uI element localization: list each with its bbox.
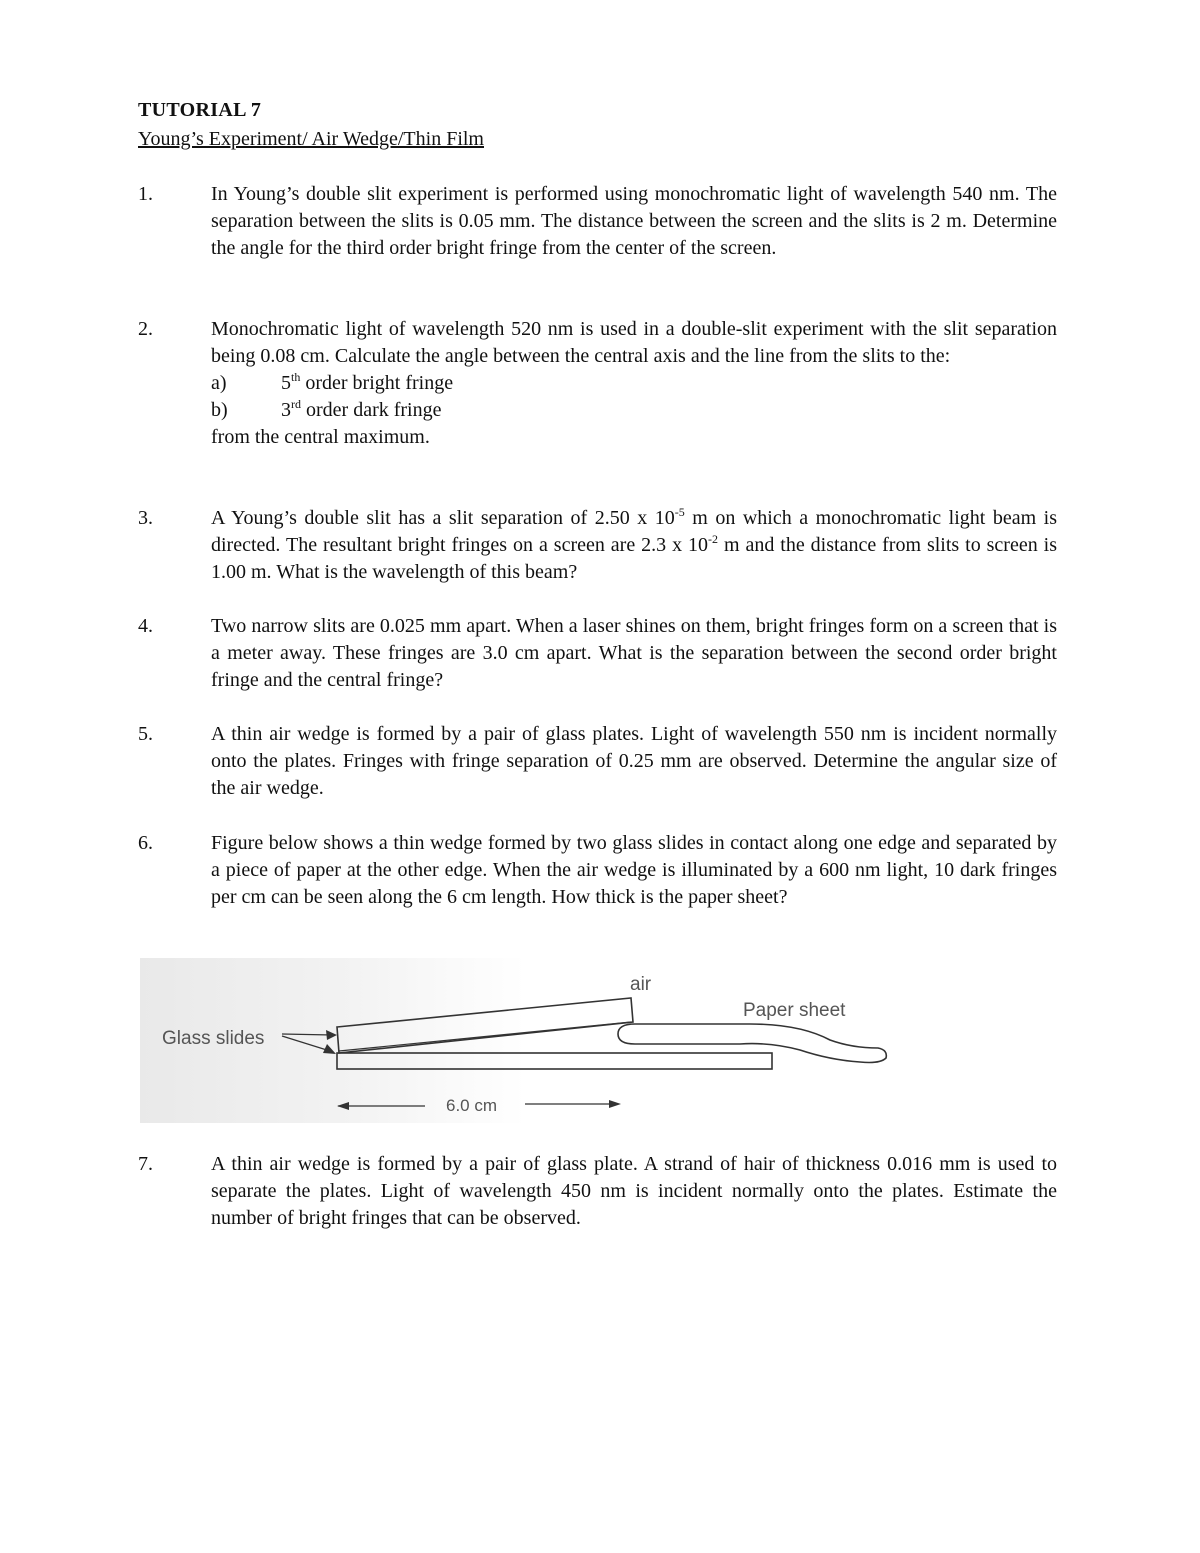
air-wedge-figure	[140, 958, 910, 1123]
air-label: air	[630, 974, 652, 995]
sub-question-a	[211, 370, 1057, 397]
ordinal-suffix: rd	[291, 397, 301, 411]
ordinal-number: 3	[281, 399, 291, 421]
question-number: 7.	[138, 1153, 153, 1175]
question-text	[211, 316, 1057, 451]
page-subtitle: Young’s Experiment/ Air Wedge/Thin Film	[138, 128, 484, 150]
question-number: 3.	[138, 507, 153, 529]
ordinal-number: 5	[281, 372, 291, 394]
text-segment: m and the distance from slits to screen is 1.00 m. What is the wavelength of this beam?	[211, 534, 1057, 583]
question-text	[211, 830, 1057, 911]
exponent: -5	[674, 505, 685, 519]
question-paragraph: Figure below shows a thin wedge formed by two glass slides in contact along one edge and separated by a piece of paper at the other edge. When the air wedge is illuminated by a 600 nm light, 10 dark fringes per cm can be seen along the 6 cm length. How thick is the paper sheet?	[211, 832, 1057, 908]
question-number: 4.	[138, 615, 153, 637]
question-text	[211, 181, 1057, 262]
sub-question-b	[211, 397, 1057, 424]
question-text	[211, 1151, 1057, 1232]
text-segment: A Young’s double slit has a slit separation of 2.50 x 10	[211, 507, 675, 529]
question-number: 2.	[138, 318, 153, 340]
glass-slides-label: Glass slides	[162, 1028, 265, 1049]
question-paragraph: A thin air wedge is formed by a pair of glass plates. Light of wavelength 550 nm is incident normally onto the plates. Fringes with fringe separation of 0.25 mm are observed. Determine the angular size of the air wedge.	[211, 723, 1057, 799]
question-number: 1.	[138, 183, 153, 205]
sub-question-text	[281, 397, 442, 424]
question-text	[211, 613, 1057, 694]
question-paragraph: Two narrow slits are 0.025 mm apart. When a laser shines on them, bright fringes form on a screen that is a meter away. These fringes are 3.0 cm apart. What is the separation between the second order bright fringe and the central fringe?	[211, 615, 1057, 691]
question-text	[211, 505, 1057, 586]
ordinal-suffix: th	[291, 370, 301, 384]
sub-question-rest: order bright fringe	[300, 372, 454, 394]
sub-question-label: a)	[211, 372, 227, 394]
length-label: 6.0 cm	[446, 1096, 498, 1115]
question-paragraph: In Young’s double slit experiment is performed using monochromatic light of wavelength 540 nm. The separation between the slits is 0.05 mm. The distance between the screen and the slits is 2 m. Determine the angle for the third order bright fringe from the center of the screen.	[211, 183, 1057, 259]
sub-question-text	[281, 370, 453, 397]
page-title: TUTORIAL 7	[138, 99, 262, 121]
sub-question-label: b)	[211, 399, 228, 421]
question-number: 5.	[138, 723, 153, 745]
sub-question-rest: order dark fringe	[301, 399, 442, 421]
air-wedge-diagram	[140, 958, 910, 1123]
question-paragraph: Monochromatic light of wavelength 520 nm is used in a double-slit experiment with the slit separation being 0.08 cm. Calculate the angle between the central axis and the line from the slits to the:	[211, 318, 1057, 367]
question-number: 6.	[138, 832, 153, 854]
question-text	[211, 721, 1057, 802]
exponent: -2	[708, 532, 719, 546]
question-paragraph	[211, 505, 1057, 586]
text-segment: m on which a monochromatic light beam is directed. The resultant bright fringes on a screen are 2.3 x 10	[211, 507, 1057, 556]
question-tail: from the central maximum.	[211, 426, 430, 448]
paper-sheet-label: Paper sheet	[743, 1000, 846, 1021]
question-paragraph: A thin air wedge is formed by a pair of glass plate. A strand of hair of thickness 0.016 mm is used to separate the plates. Light of wavelength 450 nm is incident normally onto the plates. Estimate the number of bright fringes that can be observed.	[211, 1153, 1057, 1229]
